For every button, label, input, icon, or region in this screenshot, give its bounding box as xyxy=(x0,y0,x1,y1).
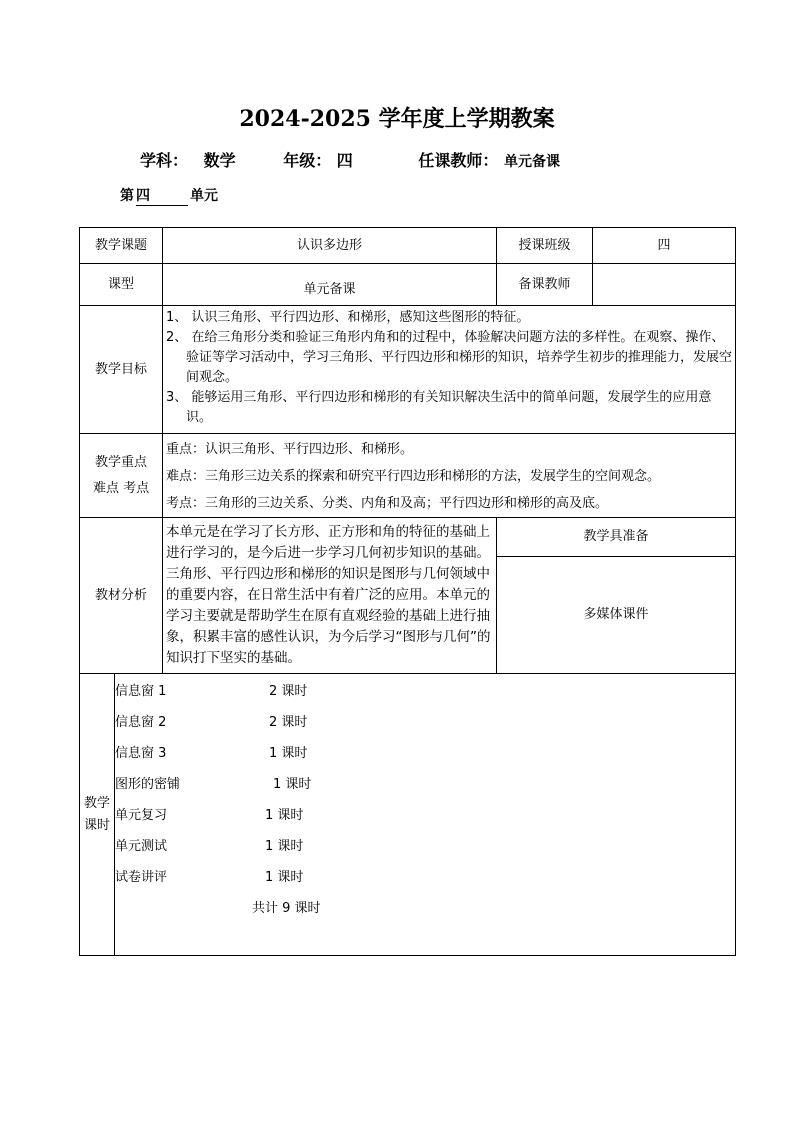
grade-label: 年级： xyxy=(283,151,332,170)
type-value: 单元备课 xyxy=(163,264,497,306)
hours-content xyxy=(115,674,736,956)
class-label: 授课班级 xyxy=(497,228,593,264)
key-point-item: 考点：三角形的三边关系、分类、内角和及高；平行四边形和梯形的高及底。 xyxy=(166,496,609,511)
objective-item: 2、 在给三角形分类和验证三角形内角和的过程中，体验解决问题方法的多样性。在观察、操作、验证等学习活动中，学习三角形、平行四边形和梯形的知识，培养学生初步的推理能力，发展空间观念。 xyxy=(166,330,733,385)
objective-item: 3、 能够运用三角形、平行四边形和梯形的有关知识解决生活中的简单问题，发展学生的应用意识。 xyxy=(166,390,712,425)
objectives-label: 教学目标 xyxy=(80,306,163,434)
unit-line xyxy=(120,185,218,206)
hours-row: 试卷讲评 1 课时 xyxy=(115,870,304,885)
prep-teacher-value xyxy=(593,264,736,306)
lesson-plan-table xyxy=(79,227,736,956)
hours-row: 单元测试 1 课时 xyxy=(115,839,304,854)
subject-label: 学科： xyxy=(140,151,189,170)
hours-total: 共计 9 课时 xyxy=(252,901,321,916)
tools-value: 多媒体课件 xyxy=(497,557,736,674)
topic-value: 认识多边形 xyxy=(163,228,497,264)
topic-label: 教学课题 xyxy=(80,228,163,264)
hours-row: 信息窗 3 1 课时 xyxy=(115,746,308,761)
hours-label: 教学 课时 xyxy=(80,674,115,956)
class-value: 四 xyxy=(593,228,736,264)
prep-teacher-label: 备课教师 xyxy=(497,264,593,306)
hours-row: 信息窗 1 2 课时 xyxy=(115,684,308,699)
tools-label: 教学具准备 xyxy=(497,518,736,557)
type-label: 课型 xyxy=(80,264,163,306)
document-title: 2024-2025 学年度上学期教案 xyxy=(239,106,555,132)
key-point-item: 难点：三角形三边关系的探索和研究平行四边形和梯形的方法，发展学生的空间观念。 xyxy=(166,469,661,484)
hours-row: 信息窗 2 2 课时 xyxy=(115,715,308,730)
objective-item: 1、 认识三角形、平行四边形、和梯形，感知这些图形的特征。 xyxy=(166,310,530,325)
document-meta xyxy=(140,148,560,171)
analysis-content: 本单元是在学习了长方形、正方形和角的特征的基础上进行学习的，是今后进一步学习几何初步知识的基础。三角形、平行四边形和梯形的知识是图形与几何领域中的重要内容，在日常生活中有着广泛的应用。本单元的学习主要就是帮助学生在原有直观经验的基础上进行抽象，积累丰富的感性认识，为今后学习“图形与几何”的知识打下坚实的基础。 xyxy=(163,518,497,674)
hours-row: 单元复习 1 课时 xyxy=(115,808,304,823)
analysis-label: 教材分析 xyxy=(80,518,163,674)
hours-row: 图形的密铺 1 课时 xyxy=(115,777,312,792)
key-points-label: 教学重点 难点 考点 xyxy=(80,434,163,518)
key-point-item: 重点：认识三角形、平行四边形、和梯形。 xyxy=(166,442,414,457)
key-points-content xyxy=(163,434,736,518)
objectives-content xyxy=(163,306,736,434)
teacher-label: 任课教师： xyxy=(418,151,499,170)
teacher-value: 单元备课 xyxy=(503,154,560,170)
subject-value: 数学 xyxy=(203,151,236,170)
unit-number: 四 xyxy=(136,185,188,206)
grade-value: 四 xyxy=(336,151,353,170)
unit-suffix: 单元 xyxy=(190,188,218,204)
unit-prefix: 第 xyxy=(120,188,134,204)
